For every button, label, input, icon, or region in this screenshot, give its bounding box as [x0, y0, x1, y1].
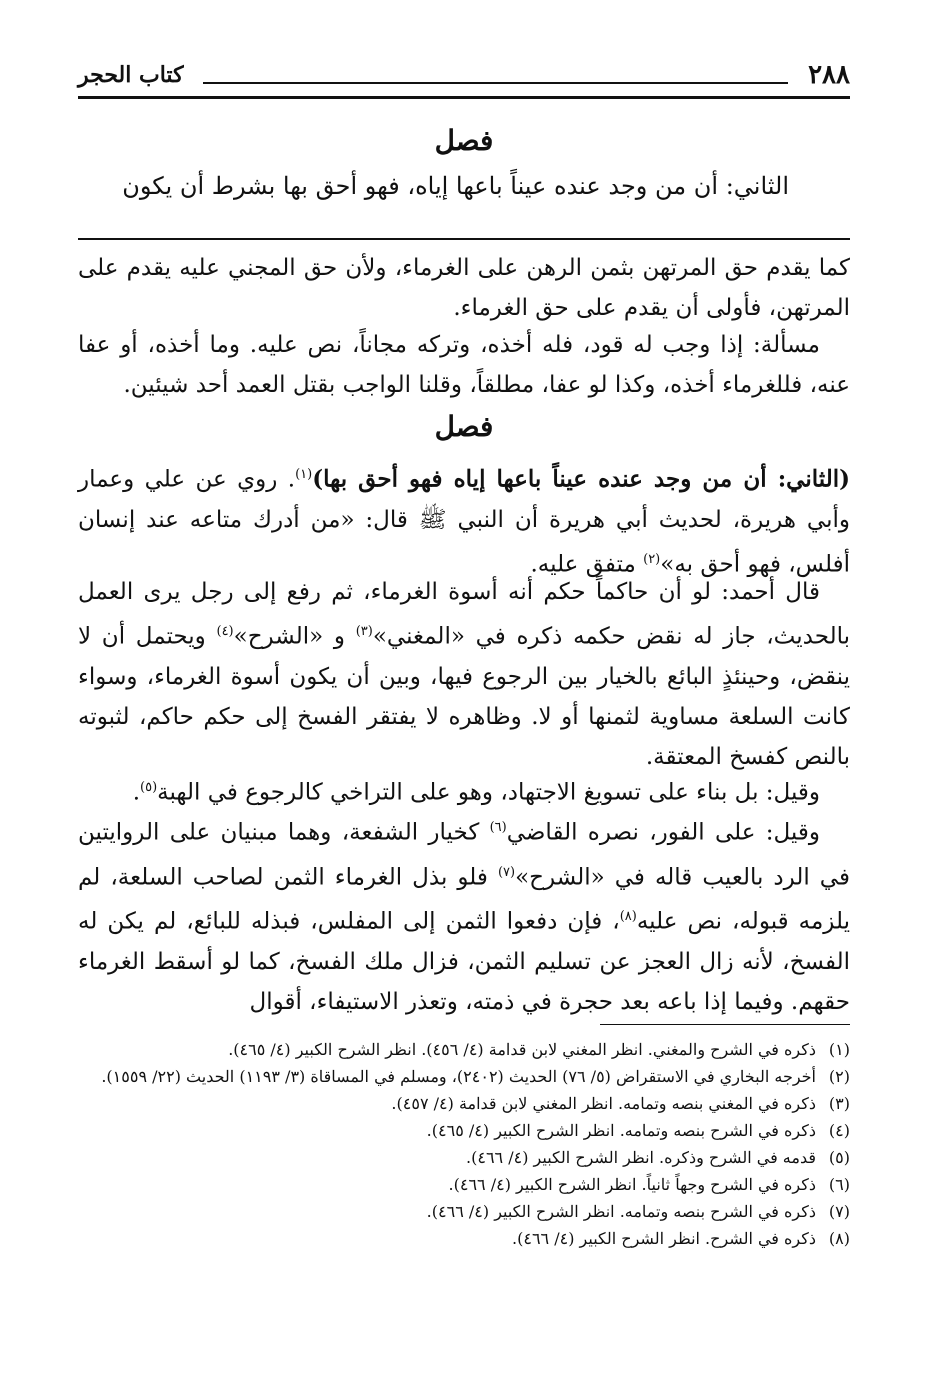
footnote-ref-1: (١)	[295, 467, 313, 482]
page-number: ٢٨٨	[808, 60, 850, 90]
footnote-text: ذكره في الشرح والمغني. انظر المغني لابن قدامة (٤/ ٤٥٦). انظر الشرح الكبير (٤/ ٤٦٥).	[228, 1040, 816, 1059]
footnote-number: (٣)	[828, 1094, 850, 1113]
footnote	[78, 1063, 850, 1090]
footnote-text: ذكره في الشرح بنصه وتمامه. انظر الشرح الكبير (٤/ ٤٦٦).	[426, 1202, 816, 1221]
footnote	[78, 1090, 850, 1117]
footnote-number: (١)	[828, 1040, 850, 1059]
footnote-number: (٢)	[828, 1067, 850, 1086]
footnote-number: (٧)	[828, 1202, 850, 1221]
paragraph-text: كخيار الشفعة، وهما مبنيان على الروايتين في الرد بالعيب قاله في «الشرح»	[78, 819, 850, 891]
footnote-text: ذكره في الشرح وجهاً ثانياً. انظر الشرح الكبير (٤/ ٤٦٦).	[448, 1175, 816, 1194]
footnote	[78, 1171, 850, 1198]
paragraph-text: و «الشرح»	[233, 623, 356, 650]
sharh-paragraph-5	[78, 768, 850, 813]
matn-text: الثاني: أن من وجد عنده عيناً باعها إياه، فهو أحق بها بشرط أن يكون	[122, 172, 789, 200]
footnote-text: قدمه في الشرح وذكره. انظر الشرح الكبير (٤/ ٤٦٦).	[466, 1148, 816, 1167]
footnote-ref-3: (٣)	[355, 624, 373, 639]
footnote-number: (٨)	[828, 1229, 850, 1248]
paragraph-text: ويحتمل أن لا ينقض، وحينئذٍ البائع بالخيار بين الرجوع فيها، وبين أن يكون أسوة الغرماء، وسواء كانت السلعة مساوية لثمنها أو لا. وظاهره لا يفتقر الفسخ إلى حكم حاكم، لثبوته بالنص كفسخ المعتقة.	[78, 623, 850, 770]
footnote-text: أخرجه البخاري في الاستقراض (٥/ ٧٦) الحديث (٢٤٠٢)، ومسلم في المساقاة (٣/ ١١٩٣) الحديث (٢٢/ ١٥٥٩).	[101, 1067, 816, 1086]
sharh-paragraph-1: كما يقدم حق المرتهن بثمن الرهن على الغرماء، ولأن حق المجني عليه يقدم على المرتهن، فأولى أن يقدم على حق الغرماء.	[78, 255, 850, 321]
footnote	[78, 1225, 850, 1252]
paragraph-text: . روي عن علي وعمار وأبي هريرة، لحديث أبي هريرة أن النبي ﷺ قال: «من أدرك متاعه عند إنسان أفلس، فهو أحق به»	[78, 466, 850, 578]
paragraph-text: وقيل: بل بناء على تسويغ الاجتهاد، وهو على التراخي كالرجوع في الهبة	[157, 779, 820, 806]
sharh-paragraph-6	[78, 808, 850, 1022]
paragraph-text: وقيل: على الفور، نصره القاضي	[506, 819, 820, 846]
footnote	[78, 1036, 850, 1063]
footnote-divider	[600, 1024, 850, 1025]
footnote	[78, 1198, 850, 1225]
paragraph-text: قال أحمد: لو أن حاكماً حكم أنه أسوة الغرماء، ثم رفع إلى رجل يرى العمل بالحديث، جاز له نقض حكمه ذكره في «المغني»	[78, 579, 851, 650]
paragraph-text: متفق عليه.	[530, 551, 644, 578]
matn-divider	[78, 238, 850, 240]
footnote-text: ذكره في المغني بنصه وتمامه. انظر المغني لابن قدامة (٤/ ٤٥٧).	[391, 1094, 816, 1113]
paragraph-text: ، فإن دفعوا الثمن إلى المفلس، فبذله للبائع، لم يكن له الفسخ، لأنه زال العجز عن تسليم الثمن، فزال ملك الفسخ، كما لو أسقط الغرماء حقهم. وفيما إذا باعه بعد حجرة في ذمته، وتعذر الاستيفاء، أقوال	[78, 908, 850, 1015]
section-heading: فصل	[434, 410, 494, 443]
footnotes	[78, 1036, 850, 1252]
quoted-matn: (الثاني: أن من وجد عنده عيناً باعها إياه فهو أحق بها)	[312, 465, 850, 493]
footnote-ref-6: (٦)	[489, 820, 507, 835]
footnote-ref-4: (٤)	[216, 624, 234, 639]
footnote-ref-7: (٧)	[497, 864, 516, 880]
matn-heading: فصل	[434, 124, 494, 157]
sharh-paragraph-4	[78, 572, 850, 777]
footnote	[78, 1144, 850, 1171]
sharh-paragraph-3	[78, 455, 850, 584]
footnote-ref-5: (٥)	[140, 780, 158, 795]
sharh-paragraph-2: مسألة: إذا وجب له قود، فله أخذه، وتركه مجاناً، نص عليه. وما أخذه، أو عفا عنه، فللغرماء أخذه، وكذا لو عفا، مطلقاً، وقلنا الواجب بقتل العمد أحد شيئين.	[78, 332, 850, 398]
running-title: كتاب الحجر	[78, 62, 184, 88]
footnote-ref-2: (٢)	[643, 551, 661, 567]
paragraph-text: فلو بذل الغرماء الثمن لصاحب السلعة، لم يلزمه قبوله، نص عليه	[78, 864, 851, 935]
header-line	[203, 82, 788, 84]
page-header	[78, 60, 850, 100]
footnote-number: (٥)	[828, 1148, 850, 1167]
footnote	[78, 1117, 850, 1144]
footnote-ref-8: (٨)	[619, 909, 637, 925]
footnote-text: ذكره في الشرح. انظر الشرح الكبير (٤/ ٤٦٦).	[512, 1229, 816, 1248]
footnote-text: ذكره في الشرح بنصه وتمامه. انظر الشرح الكبير (٤/ ٤٦٥).	[426, 1121, 816, 1140]
footnote-number: (٦)	[828, 1175, 850, 1194]
paragraph-text: .	[132, 779, 140, 806]
footnote-number: (٤)	[828, 1121, 850, 1140]
header-rule	[78, 96, 850, 99]
